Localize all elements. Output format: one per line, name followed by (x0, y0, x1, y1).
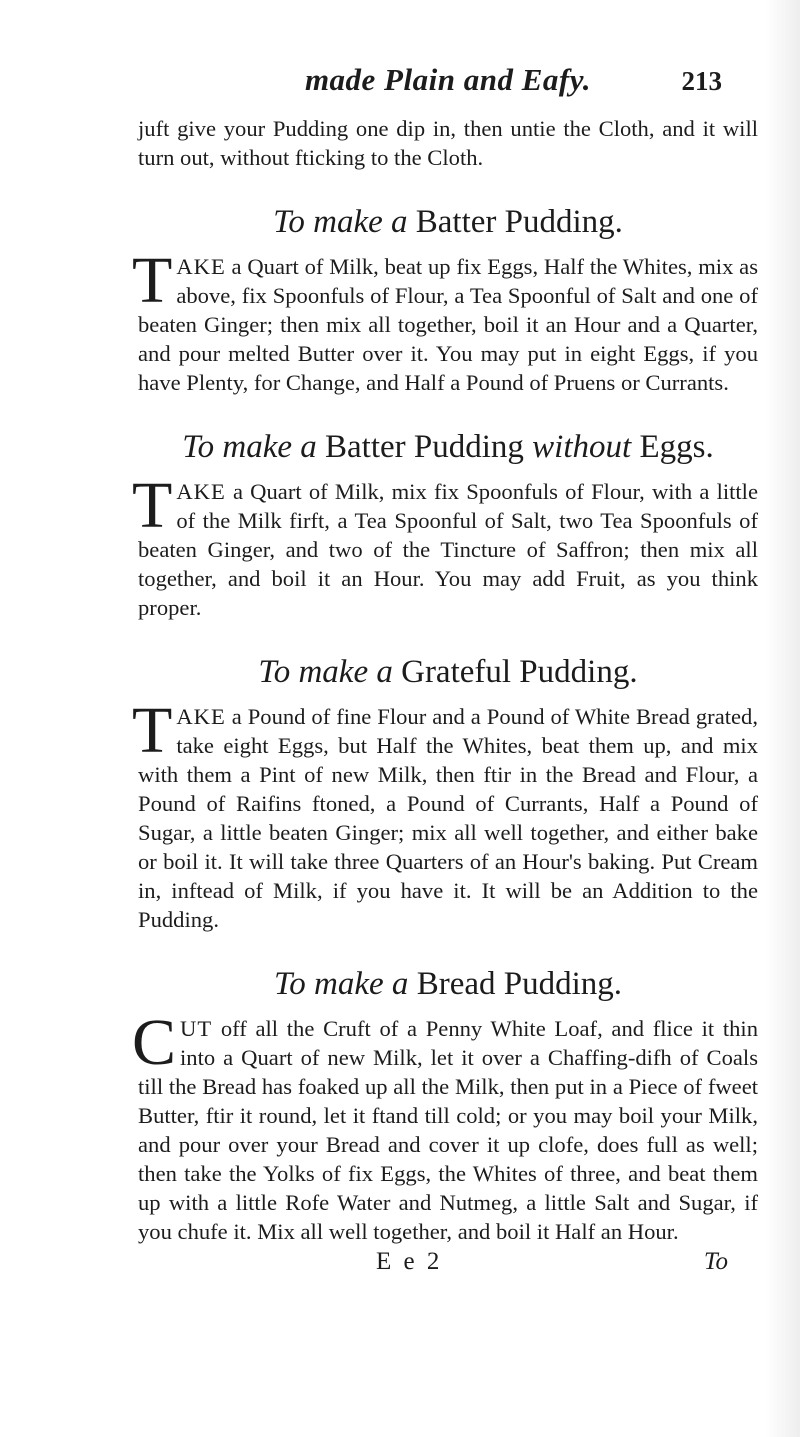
recipe-heading (138, 652, 758, 692)
recipe-grateful-pudding (132, 652, 758, 934)
heading-suffix: Eggs. (639, 429, 714, 465)
drop-cap: T (132, 469, 173, 542)
recipe-body (132, 1006, 758, 1246)
lead-word: UT (180, 1016, 213, 1041)
recipe-heading (138, 964, 758, 1004)
heading-prefix: To make a (273, 966, 409, 1002)
lead-word: AKE (176, 479, 226, 504)
recipe-bread-pudding (132, 964, 758, 1246)
heading-prefix: To make a (258, 654, 393, 690)
recipe-batter-pudding (132, 202, 758, 397)
lead-word: AKE (176, 704, 226, 729)
recipe-body (132, 694, 758, 934)
recipe-batter-pudding-without-eggs (132, 427, 758, 622)
recipe-text: off all the Cruft of a Penny White Loaf, and flice it thin into a Quart of new Milk, let it over a Chaffing-difh of Coals till the Bread has foaked up all the Milk, then put in a Piece of fweet Butter, ftir it round, let it ftand till cold; or you may boil your Milk, and pour over your Bread and cover it up clofe, does full as well; then take the Yolks of fix Eggs, the Whites of three, and beat them up with a little Rofe Water and Nutmeg, a little Salt and Sugar, if you chufe it. Mix all well together, and boil it Half an Hour. (138, 1016, 758, 1244)
signature-mark: E e 2 (376, 1248, 443, 1275)
running-title: made Plain and Eafy. (304, 62, 592, 97)
recipe-text: a Pound of fine Flour and a Pound of White Bread grated, take eight Eggs, but Half the Whites, beat them up, and mix with them a Pint of new Milk, then ftir in the Bread and Flour, a Pound of Raifins ftoned, a Pound of Currants, Half a Pound of Sugar, a little beaten Ginger; mix all well together, and either bake or boil it. It will take three Quarters of an Hour's baking. Put Cream in, inftead of Milk, if you have it. It will be an Addition to the Pudding. (138, 704, 758, 932)
drop-cap: C (132, 1006, 177, 1079)
recipe-heading (138, 202, 758, 242)
heading-prefix: To make a (182, 429, 317, 465)
page-number: 213 (681, 66, 722, 96)
page-edge-shadow (766, 0, 800, 1437)
lead-word: AKE (176, 254, 226, 279)
heading-main: Batter Pudding (325, 429, 524, 465)
recipe-body (132, 244, 758, 397)
continued-paragraph: juft give your Pudding one dip in, then untie the Cloth, and it will turn out, without fticking to the Cloth. (138, 116, 758, 170)
recipe-text: a Quart of Milk, mix fix Spoonfuls of Flour, with a little of the Milk firft, a Tea Spoonful of Salt, two Tea Spoonfuls of beaten Ginger, and two of the Tincture of Saffron; then mix all together, and boil it an Hour. You may add Fruit, as you think proper. (138, 479, 758, 620)
heading-main: Batter Pudding. (415, 204, 623, 240)
recipe-text: a Quart of Milk, beat up fix Eggs, Half the Whites, mix as above, fix Spoonfuls of Flour, a Tea Spoonful of Salt and one of beaten Ginger; then mix all together, boil it an Hour and a Quarter, and pour melted Butter over it. You may put in eight Eggs, if you have Plenty, for Change, and Half a Pound of Pruens or Currants. (138, 254, 758, 395)
recipe-heading (138, 427, 758, 467)
heading-main: Grateful Pudding. (401, 654, 638, 690)
heading-prefix: To make a (273, 204, 408, 240)
heading-italic-word: without (532, 429, 632, 465)
catchword: To (703, 1248, 728, 1275)
recipe-body (132, 469, 758, 622)
drop-cap: T (132, 694, 173, 767)
running-head (138, 62, 758, 106)
drop-cap: T (132, 244, 173, 317)
page-footer (138, 1248, 758, 1282)
heading-main: Bread Pudding. (416, 966, 623, 1002)
